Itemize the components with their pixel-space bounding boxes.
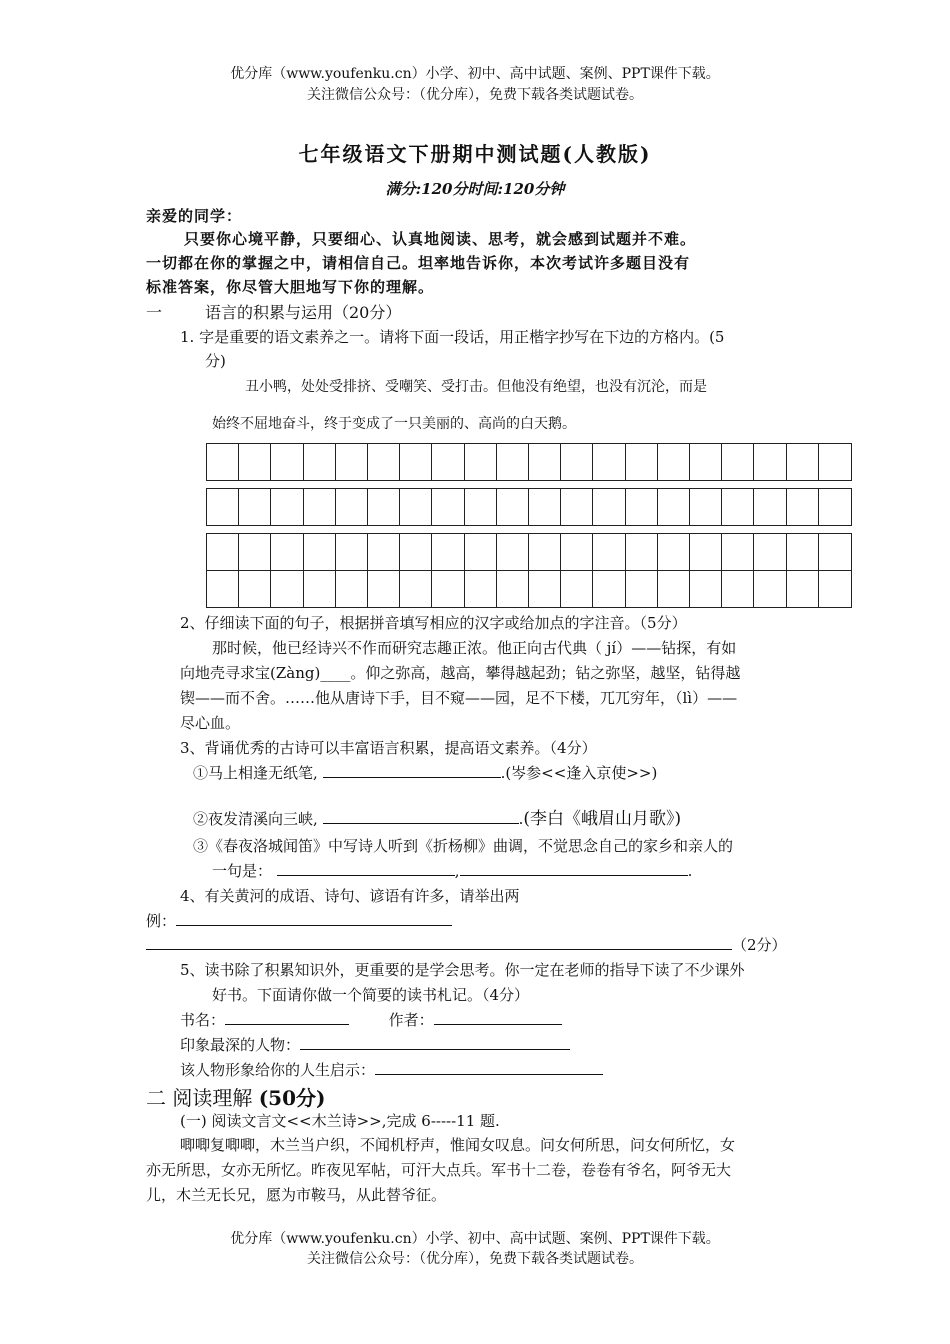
q2-line2: 那时候，他已经诗兴不作而研究志趣正浓。他正向古代典（ jí）——钻探，有如 xyxy=(212,639,737,657)
intro-line1: 只要你心境平静，只要细心、认真地阅读、思考，就会感到试题并不难。 xyxy=(184,230,697,248)
q3-item2-prompt: ②夜发清溪向三峡, xyxy=(193,810,318,828)
q4-blank-2[interactable] xyxy=(146,949,732,950)
q4-line1: 4、有关黄河的成语、诗句、谚语有许多，请举出两 xyxy=(180,887,520,905)
section2-part1: (一) 阅读文言文<<木兰诗>>,完成 6-----11 题. xyxy=(180,1112,500,1130)
q1-passage1: 丑小鸭，处处受排挤、受嘲笑、受打击。但他没有绝望，也没有沉沦，而是 xyxy=(245,379,707,395)
q3-item3-line2: 一句是： , . xyxy=(212,862,693,880)
page-footer-line2: 关注微信公众号：（优分库），免费下载各类试题试卷。 xyxy=(307,1251,643,1267)
q2-line5: 尽心血。 xyxy=(180,714,241,732)
q2-line1: 2、仔细读下面的句子，根据拼音填写相应的汉字或给加点的字注音。（5分） xyxy=(180,614,687,632)
q3-item3-blank-2[interactable] xyxy=(460,875,688,876)
q3-item1 xyxy=(193,762,657,783)
writing-grid-row-3[interactable] xyxy=(206,533,852,571)
intro-line2: 一切都在你的掌握之中，请相信自己。坦率地告诉你，本次考试许多题目没有 xyxy=(146,254,691,272)
q3-item3-prompt: 一句是： xyxy=(212,862,273,880)
q1-passage2: 始终不屈地奋斗，终于变成了一只美丽的、高尚的白天鹅。 xyxy=(212,416,576,432)
intro-line3: 标准答案，你尽管大胆地写下你的理解。 xyxy=(146,278,435,296)
passage-line2: 亦无所思，女亦无所忆。昨夜见军帖，可汗大点兵。军书十二卷，卷卷有爷名，阿爷无大 xyxy=(146,1161,732,1179)
q5-author-label: 作者： xyxy=(388,1011,434,1029)
q3-line1: 3、背诵优秀的古诗可以丰富语言积累，提高语文素养。（4分） xyxy=(180,739,597,757)
page-subtitle: 满分:120分时间:120分钟 xyxy=(385,180,565,198)
q5-character-field[interactable] xyxy=(300,1049,570,1050)
q4-line2 xyxy=(146,910,452,931)
q3-item3-line1: ③《春夜洛城闻笛》中写诗人听到《折杨柳》曲调，不觉思念自己的家乡和亲人的 xyxy=(193,837,734,855)
q5-line2: 好书。下面请你做一个简要的读书札记。（4分） xyxy=(212,986,530,1004)
section2-title-text: 二 阅读理解 xyxy=(146,1086,259,1110)
section1-number: 一 xyxy=(146,303,163,322)
q4-example-label: 例： xyxy=(146,912,177,930)
page-header-line1: 优分库（www.youfenku.cn）小学、初中、高中试题、案例、PPT课件下载。 xyxy=(230,66,720,82)
q5-book-label: 书名： xyxy=(180,1011,226,1029)
q5-character-row xyxy=(180,1034,570,1055)
q3-item1-blank[interactable] xyxy=(323,777,501,778)
page-title: 七年级语文下册期中测试题(人教版) xyxy=(298,142,652,166)
q3-item1-source: .(岑参<<逢入京使>>) xyxy=(500,764,658,782)
writing-grid-row-4[interactable] xyxy=(206,570,852,608)
q3-item2-source: (李白《峨眉山月歌》) xyxy=(523,809,682,829)
q3-item2: ②夜发清溪向三峡, .(李白《峨眉山月歌》) xyxy=(193,809,682,829)
page-header-line2: 关注微信公众号：（优分库），免费下载各类试题试卷。 xyxy=(307,87,643,103)
q2-line3: 向地壳寻求宝(Zàng)____。仰之弥高，越高，攀得越起劲；钻之弥坚，越坚，钻得越 xyxy=(180,664,741,682)
q5-lesson-field[interactable] xyxy=(375,1074,603,1075)
q1-line1: 1. 字是重要的语文素养之一。请将下面一段话，用正楷字抄写在下边的方格内。(5 xyxy=(180,328,725,346)
q4-blank-1[interactable] xyxy=(176,925,452,926)
q1-line2: 分) xyxy=(205,352,226,370)
section2-score: (50分) xyxy=(258,1086,326,1110)
q5-author-field[interactable] xyxy=(434,1024,562,1025)
passage-line1: 唧唧复唧唧，木兰当户织，不闻机杼声，惟闻女叹息。问女何所思，问女何所忆，女 xyxy=(180,1136,736,1154)
passage-line3: 儿，木兰无长兄，愿为市鞍马，从此替爷征。 xyxy=(146,1186,447,1204)
q3-item2-blank[interactable] xyxy=(323,823,519,824)
section2-title xyxy=(146,1082,325,1111)
section1-title: 语言的积累与运用（20分） xyxy=(205,303,402,322)
q3-item1-prompt: ①马上相逢无纸笔, xyxy=(193,764,318,782)
q5-lesson-row xyxy=(180,1059,603,1080)
writing-grid-row-2[interactable] xyxy=(206,488,852,526)
q4-score: （2分） xyxy=(732,936,787,954)
q5-book-row xyxy=(180,1009,562,1030)
q5-line1: 5、读书除了积累知识外，更重要的是学会思考。你一定在老师的指导下读了不少课外 xyxy=(180,961,745,979)
q4-line3 xyxy=(146,934,787,955)
intro-greeting: 亲爱的同学： xyxy=(146,207,243,225)
q2-line4: 锲——而不舍。……他从唐诗下手，目不窥——园，足不下楼，兀兀穷年，（lì）—— xyxy=(180,689,738,707)
page-footer-line1: 优分库（www.youfenku.cn）小学、初中、高中试题、案例、PPT课件下载。 xyxy=(230,1231,720,1247)
writing-grid-row-1[interactable] xyxy=(206,443,852,481)
q5-character-label: 印象最深的人物： xyxy=(180,1036,301,1054)
q5-lesson-label: 该人物形象给你的人生启示： xyxy=(180,1061,376,1079)
q5-book-field[interactable] xyxy=(225,1024,349,1025)
q3-item3-blank-1[interactable] xyxy=(277,875,455,876)
